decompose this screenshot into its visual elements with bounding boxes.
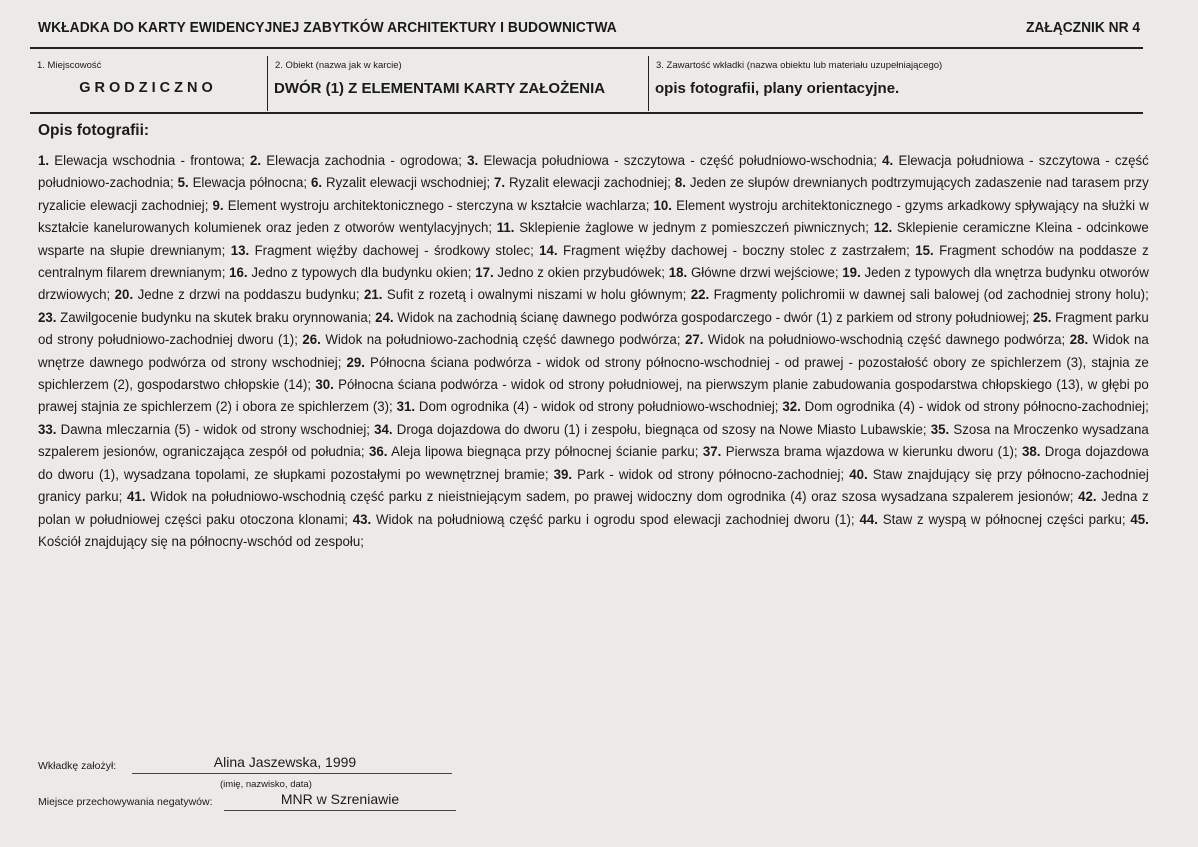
- entry-number: 11.: [496, 220, 515, 237]
- entry-text: Widok na południową część parku i ogrodu spod elewacji zachodniej dworu (1);: [371, 511, 860, 528]
- entry-text: Elewacja południowa - szczytowa - część południowo-wschodnia;: [478, 153, 883, 169]
- entry-text: Dawna mleczarnia (5) - widok od strony wschodniej;: [56, 421, 375, 438]
- entry-number: 39.: [553, 466, 573, 483]
- entry-number: 22.: [690, 287, 710, 304]
- storage-value: MNR w Szreniawie: [280, 791, 400, 807]
- entry-text: Ryzalit elewacji zachodniej;: [505, 175, 675, 192]
- entry-text: Kościół znajdujący się na północny-wschód od zespołu;: [38, 533, 364, 550]
- entry-text: Staw znajdujący się przy północno-zachodniej granicy parku;: [38, 466, 1149, 506]
- entry-text: Element wystroju architektonicznego - sterczyna w kształcie wachlarza;: [223, 197, 654, 214]
- entry-text: Fragment więźby dachowej - boczny stolec z zastrzałem;: [557, 242, 916, 259]
- entry-text: Droga dojazdowa do dworu (1), wysadzana topolami, ze słupkami pozostałymi po wewnętrznej bramie;: [38, 444, 1149, 483]
- entry-number: 37.: [702, 444, 722, 461]
- entry-text: Aleja lipowa biegnąca przy północnej ścianie parku;: [387, 444, 703, 461]
- entry-text: Sufit z rozetą i owalnymi niszami w holu głównym;: [382, 287, 691, 304]
- entry-number: 35.: [930, 421, 950, 438]
- entry-text: Północna ściana podwórza - widok od strony południowej, na pierwszym planie zabudowania gospodarstwa chłopskiego (13), w głębi po prawej stajnia ze spichlerzem (2) i obora ze spichlerzem (3);: [38, 377, 1149, 416]
- entry-number: 38.: [1021, 444, 1041, 461]
- entry-number: 31.: [396, 399, 416, 416]
- entry-text: Zawilgocenie budynku na skutek braku orynnowania;: [56, 309, 376, 326]
- entry-number: 10.: [653, 197, 672, 214]
- entry-text: Jedne z drzwi na poddaszu budynku;: [133, 287, 365, 304]
- entry-number: 9.: [212, 197, 224, 214]
- entry-text: Widok na wnętrze dawnego podwórza od strony wschodniej;: [38, 332, 1149, 371]
- entry-number: 2.: [249, 153, 262, 169]
- storage-label: Miejsce przechowywania negatywów:: [38, 796, 213, 808]
- entry-number: 27.: [684, 332, 704, 349]
- entry-text: Pierwsza brama wjazdowa w kierunku dworu (1);: [721, 444, 1022, 461]
- entry-text: Jedno z typowych dla budynku okien;: [247, 265, 476, 282]
- document-title: WKŁADKA DO KARTY EWIDENCYJNEJ ZABYTKÓW ARCHITEKTURY I BUDOWNICTWA: [38, 20, 617, 36]
- entry-text: Elewacja południowa - szczytowa - część południowo-zachodnia;: [38, 153, 1149, 192]
- entry-text: Dom ogrodnika (4) - widok od strony południowo-wschodniej;: [415, 399, 783, 416]
- entry-text: Jeden ze słupów drewnianych podtrzymujących zadaszenie nad tarasem przy ryzalicie elewacji zachodniej;: [38, 175, 1149, 214]
- entry-text: Elewacja zachodnia - ogrodowa;: [261, 153, 468, 169]
- entry-number: 33.: [38, 421, 57, 438]
- field-contents: [648, 56, 1143, 111]
- entry-text: Widok na południowo-zachodnią część dawnego podwórza;: [320, 332, 685, 349]
- entry-number: 24.: [375, 309, 394, 326]
- entry-text: Jedna z polan w południowej części paku otoczona klonami;: [38, 489, 1149, 528]
- entry-number: 40.: [849, 466, 868, 483]
- entry-text: Elewacja wschodnia - frontowa;: [49, 153, 250, 169]
- author-hint: (imię, nazwisko, data): [220, 779, 312, 790]
- entry-number: 36.: [368, 444, 388, 461]
- entry-number: 14.: [539, 242, 558, 259]
- entry-text: Droga dojazdowa do dworu (1) i zespołu, biegnąca od szosy na Nowe Miasto Lubawskie;: [392, 421, 931, 438]
- field-label: 3. Zawartość wkładki (nazwa obiektu lub materiału uzupełniającego): [656, 60, 943, 71]
- entry-number: 19.: [842, 265, 861, 282]
- annex-number: ZAŁĄCZNIK NR 4: [1025, 20, 1140, 36]
- entry-number: 45.: [1130, 511, 1149, 528]
- entry-number: 3.: [467, 153, 479, 169]
- entry-text: Park - widok od strony północno-zachodniej;: [572, 466, 850, 483]
- entry-number: 17.: [475, 265, 494, 282]
- author-label: Wkładkę założył:: [38, 760, 117, 772]
- entry-text: Główne drzwi wejściowe;: [687, 265, 843, 282]
- field-label: 2. Obiekt (nazwa jak w karcie): [275, 60, 402, 71]
- entry-number: 20.: [114, 287, 134, 304]
- entry-text: Północna ściana podwórza - widok od strony północno-wschodniej - od prawej - pozostałość obory ze spichlerzem (3), stajnia ze spichlerzem (2), gospodarstwo chłopskie (14);: [38, 354, 1149, 394]
- field-value: GRODZICZNO: [79, 80, 217, 96]
- entry-number: 4.: [882, 153, 894, 169]
- entry-text: Staw z wyspą w północnej części parku;: [877, 511, 1131, 528]
- entry-number: 26.: [302, 332, 321, 349]
- section-rule: [30, 112, 1143, 114]
- entry-text: Fragmenty polichromii w dawnej sali balowej (od zachodniej strony holu);: [709, 287, 1149, 304]
- entry-number: 7.: [494, 175, 506, 192]
- entry-text: Ryzalit elewacji wschodniej;: [322, 175, 495, 192]
- header-fields: [30, 56, 1143, 111]
- entry-text: Element wystroju architektonicznego - gzyms arkadkowy spływający na służki w kształcie kanelurowanych kolumienek oraz jeden z otworów wentylacyjnych;: [38, 197, 1149, 237]
- entry-text: Sklepienie ceramiczne Kleina - odcinkowe wsparte na słupie drewnianym;: [38, 220, 1149, 259]
- entry-number: 43.: [352, 511, 372, 528]
- entry-text: Jedno z okien przybudówek;: [493, 265, 669, 282]
- field-label: 1. Miejscowość: [37, 60, 102, 71]
- entry-number: 44.: [859, 511, 878, 528]
- entry-number: 8.: [674, 175, 686, 192]
- entry-number: 12.: [873, 220, 893, 237]
- entry-number: 29.: [346, 354, 365, 371]
- entry-text: Widok na południowo-wschodnią część parku z nieistniejącym sadem, po prawej widoczny dom ogrodnika (4) oraz szosa wysadzana szpalerem jesionów;: [145, 489, 1079, 506]
- entry-number: 15.: [915, 242, 934, 259]
- entry-number: 23.: [38, 309, 57, 326]
- entry-number: 16.: [229, 265, 248, 282]
- field-object: [267, 56, 648, 111]
- entry-number: 28.: [1069, 332, 1089, 349]
- storage-underline: [224, 810, 456, 811]
- entry-number: 21.: [364, 287, 383, 304]
- entry-text: Sklepienie żaglowe w jednym z pomieszczeń piwnicznych;: [514, 220, 874, 237]
- entry-number: 34.: [374, 421, 393, 438]
- entry-text: Dom ogrodnika (4) - widok od strony północno-zachodniej;: [800, 399, 1149, 416]
- entry-number: 1.: [38, 153, 50, 169]
- entry-text: Fragment parku od strony południowo-zachodniej dworu (1);: [38, 309, 1149, 349]
- entry-text: Fragment schodów na poddasze z centralnym filarem drewnianym;: [38, 242, 1149, 282]
- entry-number: 6.: [311, 175, 323, 192]
- author-underline: [132, 773, 452, 774]
- entry-text: Fragment więźby dachowej - środkowy stolec;: [249, 242, 540, 259]
- entry-number: 5.: [177, 175, 189, 192]
- entry-number: 25.: [1032, 309, 1052, 326]
- entry-text: Widok na zachodnią ścianę dawnego podwórza gospodarczego - dwór (1) z parkiem od strony południowej;: [393, 309, 1033, 326]
- top-rule: [30, 47, 1143, 49]
- field-value: opis fotografii, plany orientacyjne.: [655, 80, 900, 97]
- entry-number: 41.: [127, 489, 146, 506]
- entry-text: Jeden z typowych dla wnętrza budynku otworów drzwiowych;: [38, 265, 1149, 304]
- entry-text: Szosa na Mroczenko wysadzana szpalerem jesionów, ograniczająca zespół od południa;: [38, 421, 1149, 461]
- entry-text: Widok na południowo-wschodnią część dawnego podwórza;: [703, 332, 1070, 349]
- entry-number: 18.: [668, 265, 688, 282]
- entry-number: 30.: [315, 377, 334, 394]
- photo-description-text: [38, 150, 1149, 553]
- author-value: Alina Jaszewska, 1999: [213, 754, 357, 770]
- entry-text: Elewacja północna;: [188, 175, 312, 192]
- entry-number: 42.: [1078, 489, 1097, 506]
- section-title: Opis fotografii:: [38, 122, 150, 139]
- entry-number: 13.: [230, 242, 250, 259]
- field-locality: [30, 56, 266, 111]
- field-value: DWÓR (1) Z ELEMENTAMI KARTY ZAŁOŻENIA: [274, 80, 606, 97]
- entry-number: 32.: [782, 399, 801, 416]
